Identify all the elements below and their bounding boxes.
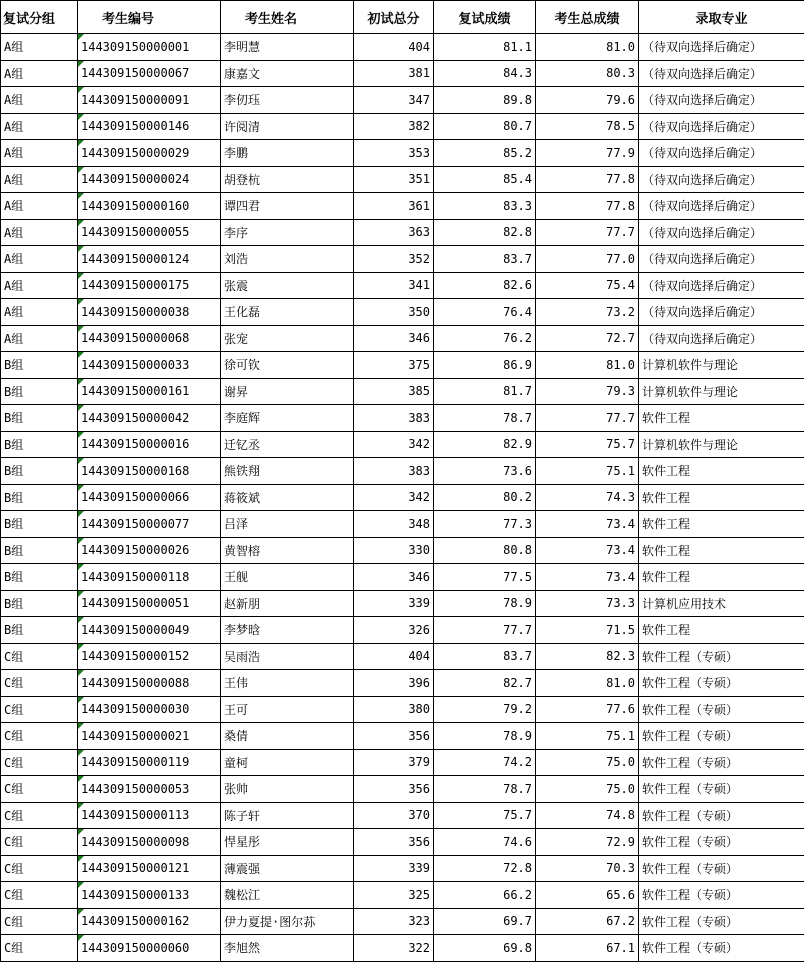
header-retest: 复试成绩 <box>434 1 536 34</box>
cell-group: C组 <box>1 643 78 670</box>
table-row <box>1 749 804 776</box>
cell-total-score: 70.3 <box>536 855 639 882</box>
cell-group: A组 <box>1 113 78 140</box>
table-row <box>1 60 804 87</box>
cell-candidate-name: 李仞珏 <box>221 87 354 114</box>
cell-total-score: 77.7 <box>536 219 639 246</box>
cell-candidate-name: 谢昇 <box>221 378 354 405</box>
cell-admitted-major: 软件工程 <box>639 511 804 538</box>
table-row <box>1 670 804 697</box>
cell-total-score: 71.5 <box>536 617 639 644</box>
cell-total-score: 73.3 <box>536 590 639 617</box>
table-row <box>1 272 804 299</box>
cell-candidate-id: 144309150000055 <box>78 219 221 246</box>
cell-candidate-id: 144309150000168 <box>78 458 221 485</box>
cell-total-score: 72.7 <box>536 325 639 352</box>
cell-total-score: 74.3 <box>536 484 639 511</box>
cell-total-score: 73.4 <box>536 564 639 591</box>
cell-candidate-name: 谭四君 <box>221 193 354 220</box>
cell-prelim-score: 379 <box>354 749 434 776</box>
cell-prelim-score: 385 <box>354 378 434 405</box>
table-row <box>1 643 804 670</box>
table-row <box>1 723 804 750</box>
cell-candidate-name: 蒋筱斌 <box>221 484 354 511</box>
cell-retest-score: 85.2 <box>434 140 536 167</box>
cell-admitted-major: 软件工程（专硕） <box>639 776 804 803</box>
table-row <box>1 617 804 644</box>
cell-retest-score: 80.8 <box>434 537 536 564</box>
cell-admitted-major: （待双向选择后确定） <box>639 299 804 326</box>
cell-prelim-score: 380 <box>354 696 434 723</box>
cell-prelim-score: 356 <box>354 776 434 803</box>
table-row <box>1 908 804 935</box>
cell-retest-score: 77.7 <box>434 617 536 644</box>
cell-candidate-name: 王化磊 <box>221 299 354 326</box>
cell-candidate-id: 144309150000121 <box>78 855 221 882</box>
cell-candidate-name: 王舰 <box>221 564 354 591</box>
cell-admitted-major: 软件工程（专硕） <box>639 723 804 750</box>
cell-candidate-name: 李明慧 <box>221 34 354 61</box>
cell-retest-score: 83.3 <box>434 193 536 220</box>
cell-group: B组 <box>1 352 78 379</box>
cell-retest-score: 74.6 <box>434 829 536 856</box>
table-row <box>1 405 804 432</box>
cell-total-score: 73.4 <box>536 537 639 564</box>
table-row <box>1 87 804 114</box>
cell-candidate-id: 144309150000113 <box>78 802 221 829</box>
cell-prelim-score: 356 <box>354 829 434 856</box>
table-row <box>1 484 804 511</box>
cell-retest-score: 78.9 <box>434 590 536 617</box>
cell-retest-score: 82.7 <box>434 670 536 697</box>
cell-retest-score: 82.8 <box>434 219 536 246</box>
cell-candidate-name: 魏松江 <box>221 882 354 909</box>
cell-retest-score: 82.6 <box>434 272 536 299</box>
cell-total-score: 80.3 <box>536 60 639 87</box>
cell-total-score: 81.0 <box>536 670 639 697</box>
table-row <box>1 882 804 909</box>
cell-candidate-id: 144309150000038 <box>78 299 221 326</box>
cell-prelim-score: 361 <box>354 193 434 220</box>
table-row <box>1 829 804 856</box>
cell-candidate-id: 144309150000066 <box>78 484 221 511</box>
cell-retest-score: 84.3 <box>434 60 536 87</box>
cell-candidate-id: 144309150000160 <box>78 193 221 220</box>
cell-candidate-id: 144309150000024 <box>78 166 221 193</box>
table-body <box>1 34 804 962</box>
cell-prelim-score: 322 <box>354 935 434 962</box>
cell-total-score: 75.4 <box>536 272 639 299</box>
cell-prelim-score: 325 <box>354 882 434 909</box>
cell-group: A组 <box>1 60 78 87</box>
cell-candidate-id: 144309150000026 <box>78 537 221 564</box>
cell-candidate-name: 熊铁翔 <box>221 458 354 485</box>
cell-admitted-major: 计算机软件与理论 <box>639 352 804 379</box>
cell-total-score: 75.0 <box>536 776 639 803</box>
cell-admitted-major: 计算机应用技术 <box>639 590 804 617</box>
cell-retest-score: 78.9 <box>434 723 536 750</box>
table-row <box>1 325 804 352</box>
cell-prelim-score: 346 <box>354 325 434 352</box>
cell-admitted-major: （待双向选择后确定） <box>639 113 804 140</box>
cell-candidate-name: 吴雨浩 <box>221 643 354 670</box>
header-id: 考生编号 <box>78 1 221 34</box>
cell-total-score: 81.0 <box>536 352 639 379</box>
cell-admitted-major: （待双向选择后确定） <box>639 34 804 61</box>
cell-admitted-major: （待双向选择后确定） <box>639 219 804 246</box>
cell-prelim-score: 383 <box>354 458 434 485</box>
cell-group: B组 <box>1 564 78 591</box>
cell-retest-score: 89.8 <box>434 87 536 114</box>
cell-group: B组 <box>1 537 78 564</box>
cell-group: C组 <box>1 908 78 935</box>
cell-group: C组 <box>1 670 78 697</box>
cell-admitted-major: （待双向选择后确定） <box>639 246 804 273</box>
table-row <box>1 378 804 405</box>
cell-prelim-score: 352 <box>354 246 434 273</box>
cell-admitted-major: （待双向选择后确定） <box>639 140 804 167</box>
cell-candidate-id: 144309150000049 <box>78 617 221 644</box>
cell-candidate-name: 童柯 <box>221 749 354 776</box>
header-name: 考生姓名 <box>221 1 354 34</box>
cell-admitted-major: 计算机软件与理论 <box>639 431 804 458</box>
cell-total-score: 75.0 <box>536 749 639 776</box>
cell-candidate-name: 张宠 <box>221 325 354 352</box>
header-row <box>1 1 804 34</box>
cell-admitted-major: 软件工程 <box>639 564 804 591</box>
cell-prelim-score: 342 <box>354 484 434 511</box>
cell-candidate-id: 144309150000088 <box>78 670 221 697</box>
cell-total-score: 77.0 <box>536 246 639 273</box>
cell-group: B组 <box>1 431 78 458</box>
cell-total-score: 78.5 <box>536 113 639 140</box>
cell-prelim-score: 326 <box>354 617 434 644</box>
cell-prelim-score: 347 <box>354 87 434 114</box>
cell-prelim-score: 348 <box>354 511 434 538</box>
header-total: 考生总成绩 <box>536 1 639 34</box>
cell-group: B组 <box>1 378 78 405</box>
cell-candidate-name: 徐可钦 <box>221 352 354 379</box>
cell-candidate-name: 黄智榕 <box>221 537 354 564</box>
cell-candidate-name: 李鹏 <box>221 140 354 167</box>
cell-group: A组 <box>1 299 78 326</box>
cell-retest-score: 82.9 <box>434 431 536 458</box>
cell-candidate-name: 桑倩 <box>221 723 354 750</box>
cell-prelim-score: 396 <box>354 670 434 697</box>
cell-candidate-id: 144309150000119 <box>78 749 221 776</box>
cell-group: A组 <box>1 219 78 246</box>
cell-retest-score: 77.5 <box>434 564 536 591</box>
cell-candidate-name: 李梦晗 <box>221 617 354 644</box>
cell-candidate-id: 144309150000133 <box>78 882 221 909</box>
header-group: 复试分组 <box>1 1 78 34</box>
cell-total-score: 75.7 <box>536 431 639 458</box>
cell-admitted-major: （待双向选择后确定） <box>639 87 804 114</box>
cell-admitted-major: 软件工程（专硕） <box>639 696 804 723</box>
cell-candidate-name: 张帅 <box>221 776 354 803</box>
cell-candidate-id: 144309150000029 <box>78 140 221 167</box>
cell-prelim-score: 375 <box>354 352 434 379</box>
cell-group: B组 <box>1 511 78 538</box>
header-major: 录取专业 <box>639 1 804 34</box>
cell-candidate-name: 李旭然 <box>221 935 354 962</box>
cell-group: A组 <box>1 34 78 61</box>
cell-prelim-score: 339 <box>354 590 434 617</box>
table-row <box>1 458 804 485</box>
cell-candidate-name: 康嘉文 <box>221 60 354 87</box>
cell-retest-score: 77.3 <box>434 511 536 538</box>
cell-total-score: 73.2 <box>536 299 639 326</box>
cell-group: C组 <box>1 829 78 856</box>
cell-retest-score: 80.2 <box>434 484 536 511</box>
cell-candidate-name: 胡登杭 <box>221 166 354 193</box>
cell-candidate-id: 144309150000021 <box>78 723 221 750</box>
cell-retest-score: 81.7 <box>434 378 536 405</box>
cell-candidate-id: 144309150000118 <box>78 564 221 591</box>
cell-prelim-score: 383 <box>354 405 434 432</box>
cell-retest-score: 74.2 <box>434 749 536 776</box>
cell-admitted-major: （待双向选择后确定） <box>639 60 804 87</box>
cell-total-score: 77.9 <box>536 140 639 167</box>
cell-admitted-major: （待双向选择后确定） <box>639 193 804 220</box>
cell-prelim-score: 342 <box>354 431 434 458</box>
cell-admitted-major: （待双向选择后确定） <box>639 166 804 193</box>
cell-retest-score: 73.6 <box>434 458 536 485</box>
cell-admitted-major: 软件工程（专硕） <box>639 908 804 935</box>
cell-candidate-name: 王伟 <box>221 670 354 697</box>
cell-retest-score: 76.4 <box>434 299 536 326</box>
cell-total-score: 67.2 <box>536 908 639 935</box>
cell-candidate-name: 李序 <box>221 219 354 246</box>
cell-retest-score: 76.2 <box>434 325 536 352</box>
cell-candidate-name: 薄震强 <box>221 855 354 882</box>
table-row <box>1 219 804 246</box>
cell-group: A组 <box>1 87 78 114</box>
cell-group: C组 <box>1 776 78 803</box>
cell-admitted-major: 软件工程（专硕） <box>639 802 804 829</box>
cell-candidate-id: 144309150000067 <box>78 60 221 87</box>
cell-prelim-score: 404 <box>354 34 434 61</box>
cell-group: A组 <box>1 166 78 193</box>
cell-prelim-score: 356 <box>354 723 434 750</box>
cell-retest-score: 69.8 <box>434 935 536 962</box>
cell-candidate-id: 144309150000030 <box>78 696 221 723</box>
table-row <box>1 537 804 564</box>
cell-group: A组 <box>1 246 78 273</box>
cell-candidate-id: 144309150000001 <box>78 34 221 61</box>
cell-candidate-id: 144309150000175 <box>78 272 221 299</box>
table-row <box>1 511 804 538</box>
cell-retest-score: 78.7 <box>434 405 536 432</box>
cell-prelim-score: 404 <box>354 643 434 670</box>
cell-prelim-score: 353 <box>354 140 434 167</box>
table-row <box>1 140 804 167</box>
cell-prelim-score: 370 <box>354 802 434 829</box>
cell-group: B组 <box>1 590 78 617</box>
cell-total-score: 81.0 <box>536 34 639 61</box>
table-row <box>1 193 804 220</box>
cell-candidate-id: 144309150000124 <box>78 246 221 273</box>
cell-admitted-major: 软件工程（专硕） <box>639 749 804 776</box>
cell-candidate-id: 144309150000068 <box>78 325 221 352</box>
cell-group: B组 <box>1 458 78 485</box>
cell-retest-score: 83.7 <box>434 246 536 273</box>
table-row <box>1 113 804 140</box>
cell-admitted-major: 软件工程 <box>639 405 804 432</box>
cell-total-score: 72.9 <box>536 829 639 856</box>
cell-candidate-id: 144309150000051 <box>78 590 221 617</box>
cell-candidate-id: 144309150000016 <box>78 431 221 458</box>
table-row <box>1 696 804 723</box>
cell-prelim-score: 363 <box>354 219 434 246</box>
cell-candidate-id: 144309150000162 <box>78 908 221 935</box>
cell-candidate-name: 许阅清 <box>221 113 354 140</box>
header-prelim: 初试总分 <box>354 1 434 34</box>
cell-group: A组 <box>1 272 78 299</box>
cell-retest-score: 72.8 <box>434 855 536 882</box>
cell-group: A组 <box>1 193 78 220</box>
cell-retest-score: 83.7 <box>434 643 536 670</box>
cell-retest-score: 79.2 <box>434 696 536 723</box>
cell-retest-score: 69.7 <box>434 908 536 935</box>
cell-admitted-major: 软件工程（专硕） <box>639 670 804 697</box>
cell-admitted-major: 软件工程（专硕） <box>639 855 804 882</box>
table-row <box>1 855 804 882</box>
cell-group: C组 <box>1 696 78 723</box>
cell-group: C组 <box>1 855 78 882</box>
table-row <box>1 166 804 193</box>
cell-admitted-major: 软件工程 <box>639 484 804 511</box>
cell-total-score: 77.8 <box>536 166 639 193</box>
cell-group: B组 <box>1 617 78 644</box>
cell-group: C组 <box>1 802 78 829</box>
cell-total-score: 67.1 <box>536 935 639 962</box>
table-row <box>1 776 804 803</box>
cell-prelim-score: 323 <box>354 908 434 935</box>
cell-retest-score: 86.9 <box>434 352 536 379</box>
table-row <box>1 431 804 458</box>
cell-admitted-major: 软件工程 <box>639 537 804 564</box>
cell-candidate-id: 144309150000146 <box>78 113 221 140</box>
cell-candidate-id: 144309150000161 <box>78 378 221 405</box>
cell-admitted-major: 软件工程（专硕） <box>639 882 804 909</box>
table-row <box>1 34 804 61</box>
cell-admitted-major: 软件工程（专硕） <box>639 829 804 856</box>
cell-total-score: 82.3 <box>536 643 639 670</box>
cell-group: C组 <box>1 935 78 962</box>
cell-candidate-name: 李庭辉 <box>221 405 354 432</box>
cell-candidate-id: 144309150000152 <box>78 643 221 670</box>
cell-admitted-major: 软件工程（专硕） <box>639 935 804 962</box>
cell-prelim-score: 339 <box>354 855 434 882</box>
cell-retest-score: 78.7 <box>434 776 536 803</box>
cell-total-score: 79.3 <box>536 378 639 405</box>
cell-candidate-name: 陈子轩 <box>221 802 354 829</box>
table-row <box>1 299 804 326</box>
table-row <box>1 590 804 617</box>
cell-candidate-id: 144309150000053 <box>78 776 221 803</box>
cell-prelim-score: 350 <box>354 299 434 326</box>
cell-admitted-major: 软件工程 <box>639 617 804 644</box>
cell-total-score: 73.4 <box>536 511 639 538</box>
cell-total-score: 79.6 <box>536 87 639 114</box>
table-row <box>1 564 804 591</box>
cell-candidate-name: 悍星彤 <box>221 829 354 856</box>
cell-candidate-name: 伊力夏提·图尔荪 <box>221 908 354 935</box>
cell-total-score: 75.1 <box>536 723 639 750</box>
table-row <box>1 246 804 273</box>
cell-prelim-score: 330 <box>354 537 434 564</box>
cell-total-score: 77.6 <box>536 696 639 723</box>
cell-prelim-score: 381 <box>354 60 434 87</box>
cell-prelim-score: 382 <box>354 113 434 140</box>
cell-admitted-major: 软件工程 <box>639 458 804 485</box>
cell-total-score: 75.1 <box>536 458 639 485</box>
cell-group: C组 <box>1 882 78 909</box>
cell-candidate-name: 赵新朋 <box>221 590 354 617</box>
cell-admitted-major: （待双向选择后确定） <box>639 325 804 352</box>
cell-group: A组 <box>1 140 78 167</box>
cell-total-score: 65.6 <box>536 882 639 909</box>
cell-prelim-score: 346 <box>354 564 434 591</box>
cell-candidate-id: 144309150000098 <box>78 829 221 856</box>
cell-group: C组 <box>1 749 78 776</box>
cell-total-score: 77.8 <box>536 193 639 220</box>
cell-candidate-name: 吕泽 <box>221 511 354 538</box>
cell-group: B组 <box>1 484 78 511</box>
cell-admitted-major: 软件工程（专硕） <box>639 643 804 670</box>
cell-group: C组 <box>1 723 78 750</box>
cell-candidate-id: 144309150000033 <box>78 352 221 379</box>
cell-candidate-id: 144309150000060 <box>78 935 221 962</box>
cell-candidate-name: 张震 <box>221 272 354 299</box>
cell-prelim-score: 351 <box>354 166 434 193</box>
cell-retest-score: 66.2 <box>434 882 536 909</box>
table-row <box>1 352 804 379</box>
cell-total-score: 77.7 <box>536 405 639 432</box>
cell-group: B组 <box>1 405 78 432</box>
cell-retest-score: 80.7 <box>434 113 536 140</box>
cell-prelim-score: 341 <box>354 272 434 299</box>
cell-total-score: 74.8 <box>536 802 639 829</box>
cell-retest-score: 81.1 <box>434 34 536 61</box>
cell-retest-score: 75.7 <box>434 802 536 829</box>
cell-candidate-id: 144309150000091 <box>78 87 221 114</box>
cell-candidate-name: 迁钇丞 <box>221 431 354 458</box>
cell-candidate-name: 王可 <box>221 696 354 723</box>
cell-group: A组 <box>1 325 78 352</box>
table-row <box>1 802 804 829</box>
cell-admitted-major: （待双向选择后确定） <box>639 272 804 299</box>
cell-admitted-major: 计算机软件与理论 <box>639 378 804 405</box>
cell-candidate-id: 144309150000077 <box>78 511 221 538</box>
cell-retest-score: 85.4 <box>434 166 536 193</box>
cell-candidate-name: 刘浩 <box>221 246 354 273</box>
cell-candidate-id: 144309150000042 <box>78 405 221 432</box>
